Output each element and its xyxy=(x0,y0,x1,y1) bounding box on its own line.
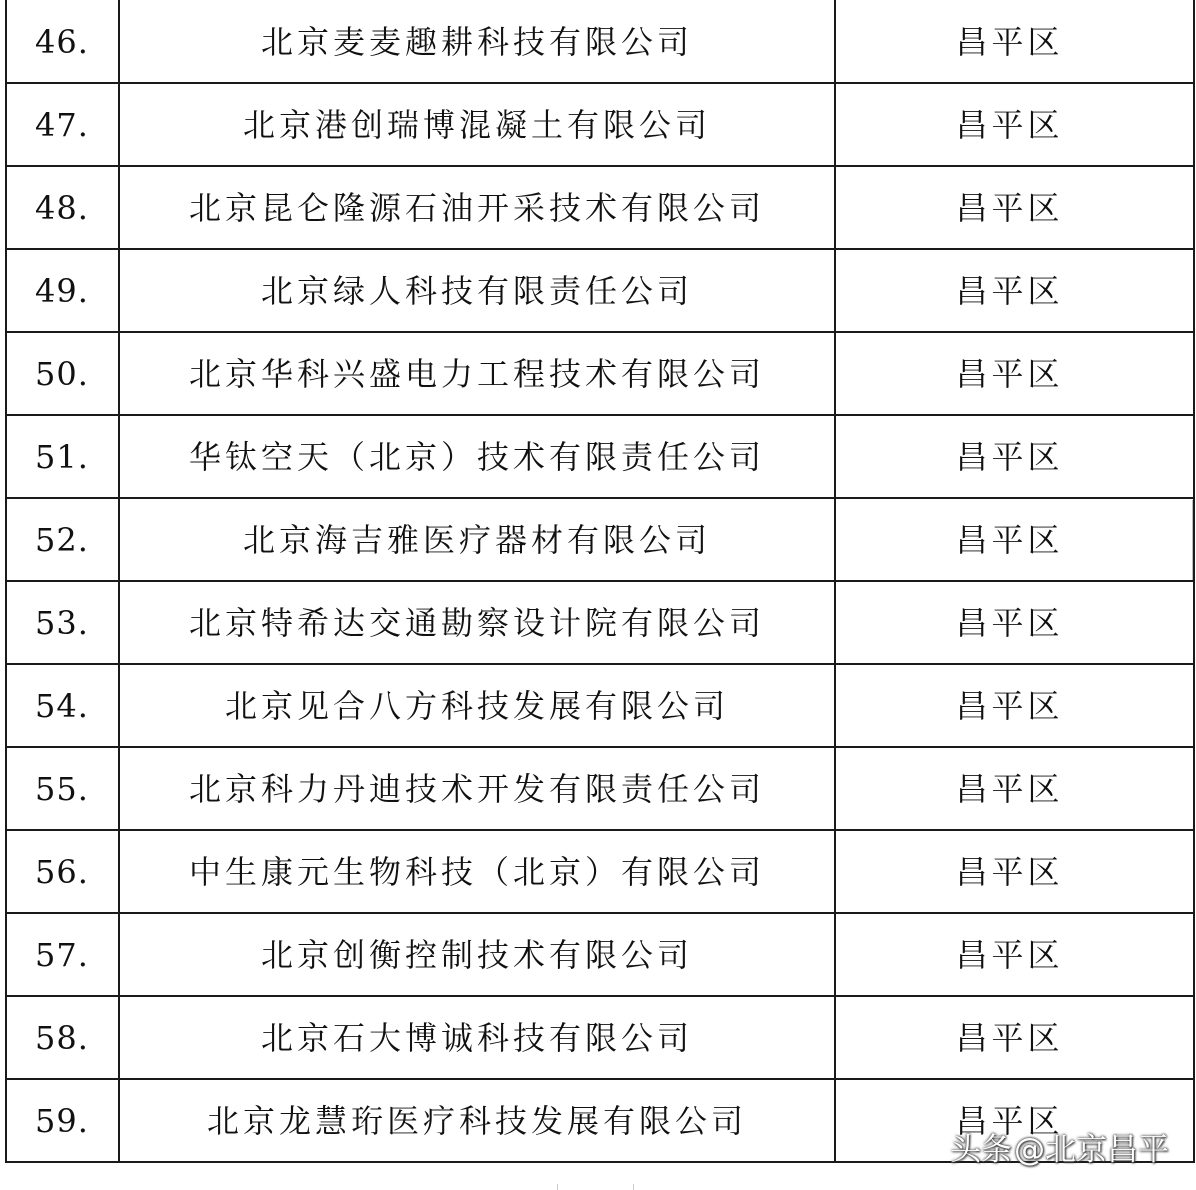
company-name: 北京创衡控制技术有限公司 xyxy=(119,913,835,996)
row-number: 49. xyxy=(6,249,119,332)
row-number: 55. xyxy=(6,747,119,830)
district: 昌平区 xyxy=(835,830,1194,913)
table-row xyxy=(6,83,1194,166)
row-number: 51. xyxy=(6,415,119,498)
district: 昌平区 xyxy=(835,0,1194,83)
district: 昌平区 xyxy=(835,83,1194,166)
source-watermark xyxy=(950,1124,1171,1169)
district: 昌平区 xyxy=(835,249,1194,332)
company-name: 北京麦麦趣耕科技有限公司 xyxy=(119,0,835,83)
page-tick-mark xyxy=(557,1184,558,1190)
company-name: 北京科力丹迪技术开发有限责任公司 xyxy=(119,747,835,830)
table-row xyxy=(6,996,1194,1079)
table-row xyxy=(6,0,1194,83)
watermark-source: 头条 xyxy=(950,1132,1012,1168)
row-number: 59. xyxy=(6,1079,119,1162)
company-name: 北京见合八方科技发展有限公司 xyxy=(119,664,835,747)
page-edge-mark xyxy=(1192,500,1196,580)
table-row xyxy=(6,830,1194,913)
watermark-handle: @北京昌平 xyxy=(1014,1132,1169,1168)
company-name: 北京龙慧珩医疗科技发展有限公司 xyxy=(119,1079,835,1162)
company-name: 华钛空天（北京）技术有限责任公司 xyxy=(119,415,835,498)
district: 昌平区 xyxy=(835,332,1194,415)
row-number: 47. xyxy=(6,83,119,166)
company-name: 中生康元生物科技（北京）有限公司 xyxy=(119,830,835,913)
table-row xyxy=(6,332,1194,415)
district: 昌平区 xyxy=(835,581,1194,664)
table-row xyxy=(6,166,1194,249)
district: 昌平区 xyxy=(835,664,1194,747)
company-name: 北京昆仑隆源石油开采技术有限公司 xyxy=(119,166,835,249)
district: 昌平区 xyxy=(835,913,1194,996)
company-name: 北京石大博诚科技有限公司 xyxy=(119,996,835,1079)
row-number: 50. xyxy=(6,332,119,415)
page-tick-mark xyxy=(633,1184,634,1190)
company-name: 北京海吉雅医疗器材有限公司 xyxy=(119,498,835,581)
table-row xyxy=(6,664,1194,747)
company-name: 北京港创瑞博混凝土有限公司 xyxy=(119,83,835,166)
district: 昌平区 xyxy=(835,747,1194,830)
table-row xyxy=(6,249,1194,332)
table-row xyxy=(6,581,1194,664)
district: 昌平区 xyxy=(835,1079,1194,1162)
row-number: 58. xyxy=(6,996,119,1079)
row-number: 56. xyxy=(6,830,119,913)
row-number: 46. xyxy=(6,0,119,83)
table-row xyxy=(6,498,1194,581)
table-body xyxy=(6,0,1194,1162)
district: 昌平区 xyxy=(835,166,1194,249)
district: 昌平区 xyxy=(835,498,1194,581)
row-number: 48. xyxy=(6,166,119,249)
company-name: 北京华科兴盛电力工程技术有限公司 xyxy=(119,332,835,415)
row-number: 54. xyxy=(6,664,119,747)
table-row xyxy=(6,415,1194,498)
table-row xyxy=(6,913,1194,996)
company-name: 北京绿人科技有限责任公司 xyxy=(119,249,835,332)
district: 昌平区 xyxy=(835,415,1194,498)
company-name: 北京特希达交通勘察设计院有限公司 xyxy=(119,581,835,664)
row-number: 53. xyxy=(6,581,119,664)
row-number: 52. xyxy=(6,498,119,581)
district: 昌平区 xyxy=(835,996,1194,1079)
table-row xyxy=(6,747,1194,830)
company-list-table xyxy=(5,0,1195,1163)
row-number: 57. xyxy=(6,913,119,996)
